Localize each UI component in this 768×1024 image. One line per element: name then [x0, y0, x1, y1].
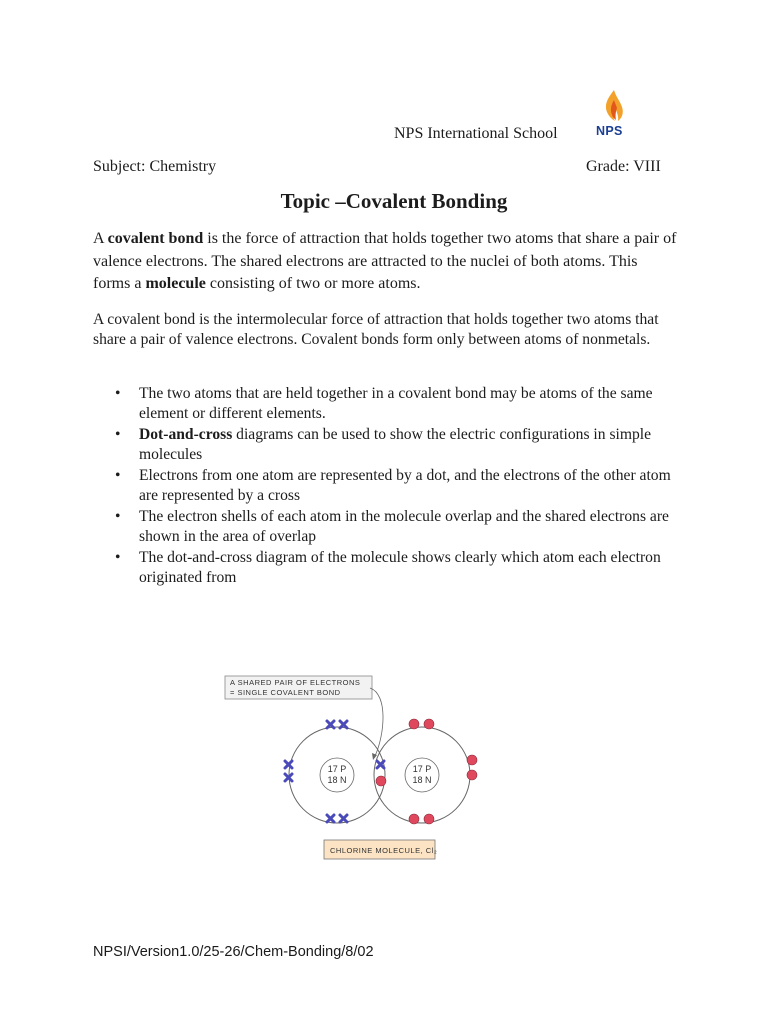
- bullet-icon: •: [115, 508, 121, 525]
- bullet-list: [93, 384, 678, 589]
- bullet-icon: •: [115, 549, 121, 566]
- cross-electron: [340, 815, 347, 822]
- list-item-text: Electrons from one atom are represented by a dot, and the electrons of the other atom are represented by a cross: [139, 467, 671, 504]
- paragraph-text: A: [93, 230, 108, 247]
- callout-line-2: = SINGLE COVALENT BOND: [230, 688, 341, 697]
- page-title: Topic –Covalent Bonding: [280, 189, 508, 213]
- list-item: [93, 507, 678, 546]
- chlorine-molecule-diagram: [220, 664, 520, 874]
- list-item: [93, 548, 678, 587]
- bold-term: molecule: [145, 275, 206, 292]
- cross-electron: [285, 761, 292, 768]
- left-neutrons-label: 18 N: [327, 775, 347, 785]
- grade-label: Grade: VIII: [586, 158, 661, 175]
- list-item: [93, 384, 678, 423]
- school-name: NPS International School: [394, 125, 558, 142]
- school-logo: [594, 88, 634, 140]
- dot-electron: [424, 719, 434, 729]
- right-neutrons-label: 18 N: [412, 775, 432, 785]
- flame-icon: [594, 88, 634, 128]
- shared-cross-electron: [377, 761, 384, 768]
- paragraph-intro: [93, 228, 678, 296]
- paragraph-text: is the force of attraction that holds together two atoms that share a pair of valence electrons. The shared electrons are attracted to the nuclei of both atoms. This forms a: [93, 230, 677, 292]
- dot-electron: [409, 814, 419, 824]
- list-item: [93, 425, 678, 464]
- bullet-icon: •: [115, 426, 121, 443]
- paragraph-definition: A covalent bond is the intermolecular force of attraction that holds together two atoms that share a pair of valence electrons. Covalent bonds form only between atoms of nonmetals.: [93, 311, 659, 348]
- list-item-text: The dot-and-cross diagram of the molecule shows clearly which atom each electron originated from: [139, 549, 661, 586]
- bullet-icon: •: [115, 385, 121, 402]
- cross-electron: [285, 774, 292, 781]
- bullet-icon: •: [115, 467, 121, 484]
- dot-electron: [424, 814, 434, 824]
- dot-electron: [467, 755, 477, 765]
- bold-term: covalent bond: [107, 230, 204, 247]
- list-item-text: The two atoms that are held together in a covalent bond may be atoms of the same element or different elements.: [139, 385, 653, 422]
- list-item: [93, 466, 678, 505]
- callout-line-1: A SHARED PAIR OF ELECTRONS: [230, 678, 361, 687]
- logo-text: NPS: [596, 124, 623, 138]
- paragraph-text: consisting of two or more atoms.: [205, 275, 421, 292]
- right-protons-label: 17 P: [412, 764, 432, 774]
- dot-electron: [467, 770, 477, 780]
- diagram-caption: CHLORINE MOLECULE, Cl₂: [330, 846, 438, 855]
- shared-dot-electron: [376, 776, 386, 786]
- footer-document-id: NPSI/Version1.0/25-26/Chem-Bonding/8/02: [93, 944, 374, 960]
- bold-term: Dot-and-cross: [139, 426, 233, 443]
- subject-label: Subject: Chemistry: [93, 158, 217, 175]
- list-item-text: The electron shells of each atom in the molecule overlap and the shared electrons are shown in the area of overlap: [139, 508, 669, 545]
- left-protons-label: 17 P: [327, 764, 347, 774]
- list-item-text: diagrams can be used to show the electric configurations in simple molecules: [139, 426, 652, 463]
- dot-electron: [409, 719, 419, 729]
- cross-electron: [327, 815, 334, 822]
